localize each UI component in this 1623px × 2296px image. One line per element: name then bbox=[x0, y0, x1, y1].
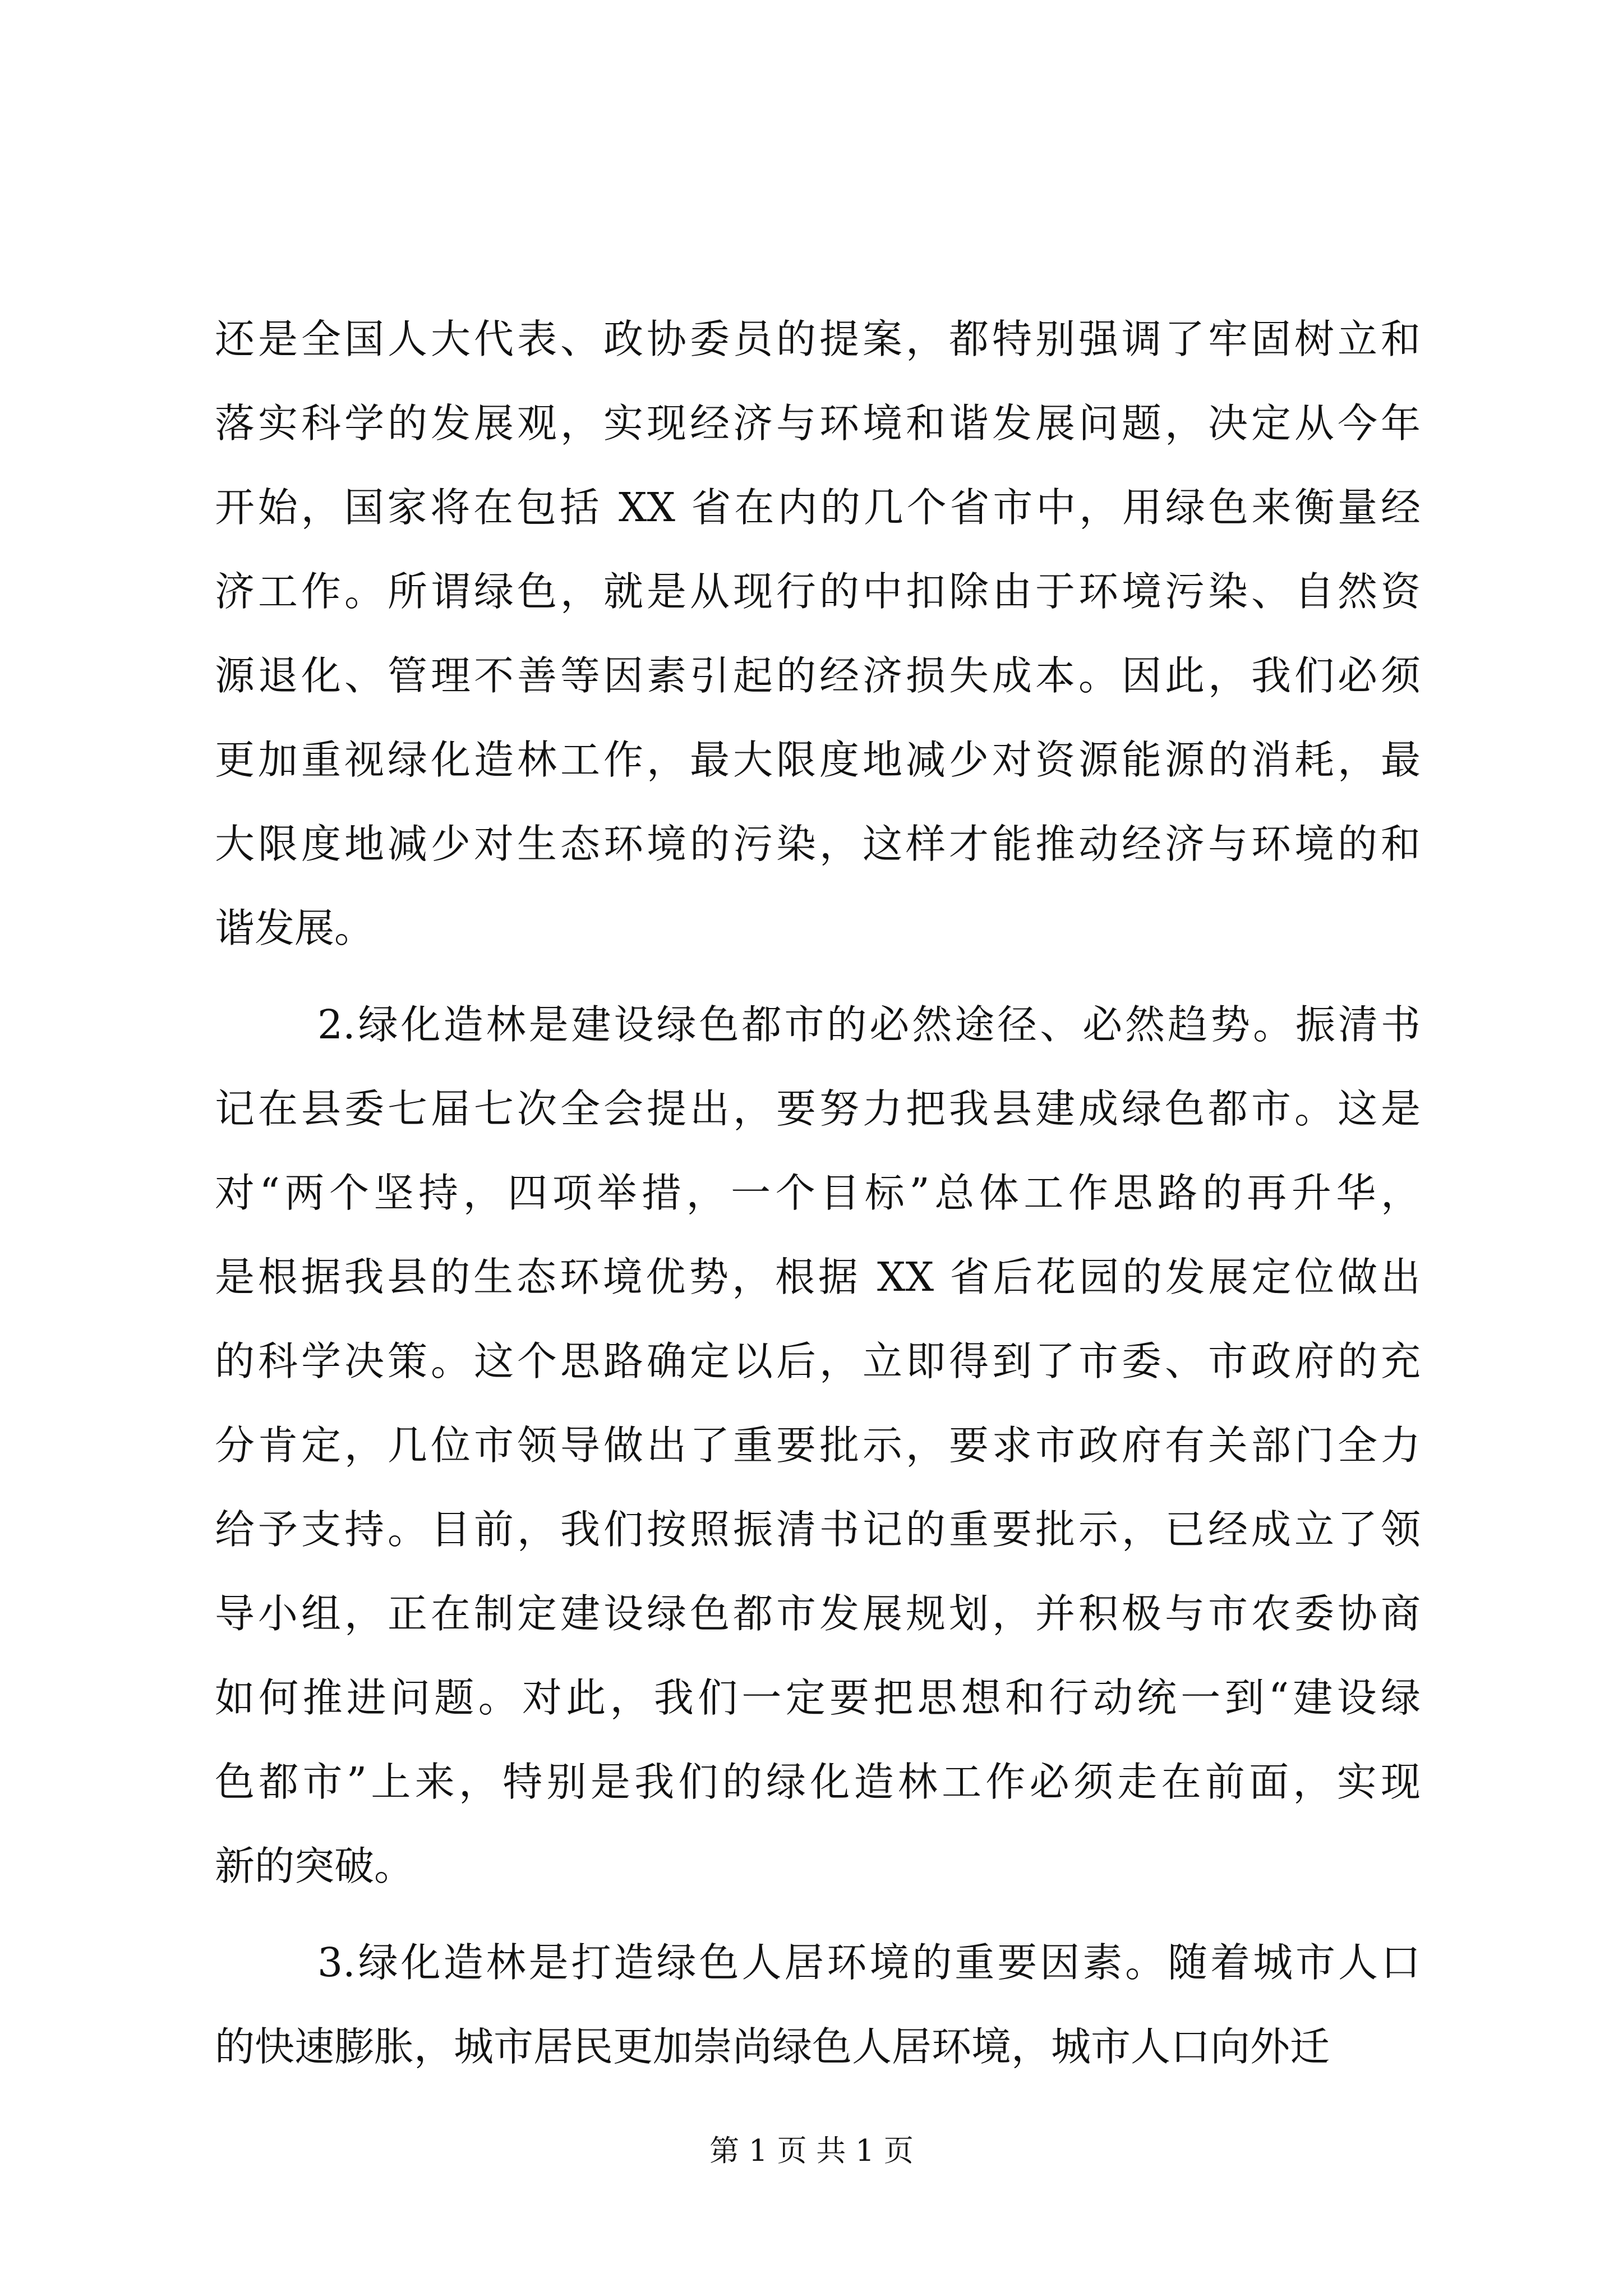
text-line: 谐发展。 bbox=[215, 905, 375, 951]
text-line: 开始，国家将在包括 XX 省在内的几个省市中，用绿色来衡量经 bbox=[215, 484, 1421, 531]
paragraph bbox=[215, 297, 1421, 970]
text-line: 落实科学的发展观，实现经济与环境和谐发展问题，决定从今年 bbox=[215, 400, 1421, 447]
text-line: 新的突破。 bbox=[215, 1843, 414, 1889]
text-line: 色都市”上来，特别是我们的绿化造林工作必须走在前面，实现 bbox=[215, 1759, 1421, 1805]
text-line: 记在县委七届七次全会提出，要努力把我县建成绿色都市。这是 bbox=[215, 1085, 1421, 1132]
text-line: 大限度地减少对生态环境的污染，这样才能推动经济与环境的和 bbox=[215, 821, 1421, 867]
page-footer: 第 1 页 共 1 页 bbox=[709, 2134, 914, 2168]
text-line: 导小组，正在制定建设绿色都市发展规划，并积极与市农委协商 bbox=[215, 1590, 1421, 1637]
text-line: 如何推进问题。对此，我们一定要把思想和行动统一到“建设绿 bbox=[215, 1674, 1421, 1721]
text-line: 源退化、管理不善等因素引起的经济损失成本。因此，我们必须 bbox=[215, 652, 1421, 699]
text-line: 的快速膨胀，城市居民更加崇尚绿色人居环境，城市人口向外迁 bbox=[215, 2023, 1330, 2070]
text-line: 2.绿化造林是建设绿色都市的必然途径、必然趋势。振清书 bbox=[317, 1001, 1421, 1048]
text-line: 是根据我县的生态环境优势，根据 XX 省后花园的发展定位做出 bbox=[215, 1254, 1421, 1300]
text-line: 对“两个坚持，四项举措，一个目标”总体工作思路的再升华， bbox=[215, 1170, 1421, 1216]
text-line: 更加重视绿化造林工作，最大限度地减少对资源能源的消耗，最 bbox=[215, 737, 1421, 783]
text-line: 的科学决策。这个思路确定以后，立即得到了市委、市政府的充 bbox=[215, 1338, 1421, 1384]
document-body bbox=[215, 297, 1421, 2101]
text-line: 给予支持。目前，我们按照振清书记的重要批示，已经成立了领 bbox=[215, 1506, 1421, 1553]
text-line: 3.绿化造林是打造绿色人居环境的重要因素。随着城市人口 bbox=[317, 1939, 1421, 1986]
text-line: 济工作。所谓绿色，就是从现行的中扣除由于环境污染、自然资 bbox=[215, 568, 1421, 615]
text-line: 分肯定，几位市领导做出了重要批示，要求市政府有关部门全力 bbox=[215, 1422, 1421, 1469]
paragraph bbox=[215, 983, 1421, 1908]
paragraph bbox=[215, 1921, 1421, 2089]
text-line: 还是全国人大代表、政协委员的提案，都特别强调了牢固树立和 bbox=[215, 316, 1421, 362]
